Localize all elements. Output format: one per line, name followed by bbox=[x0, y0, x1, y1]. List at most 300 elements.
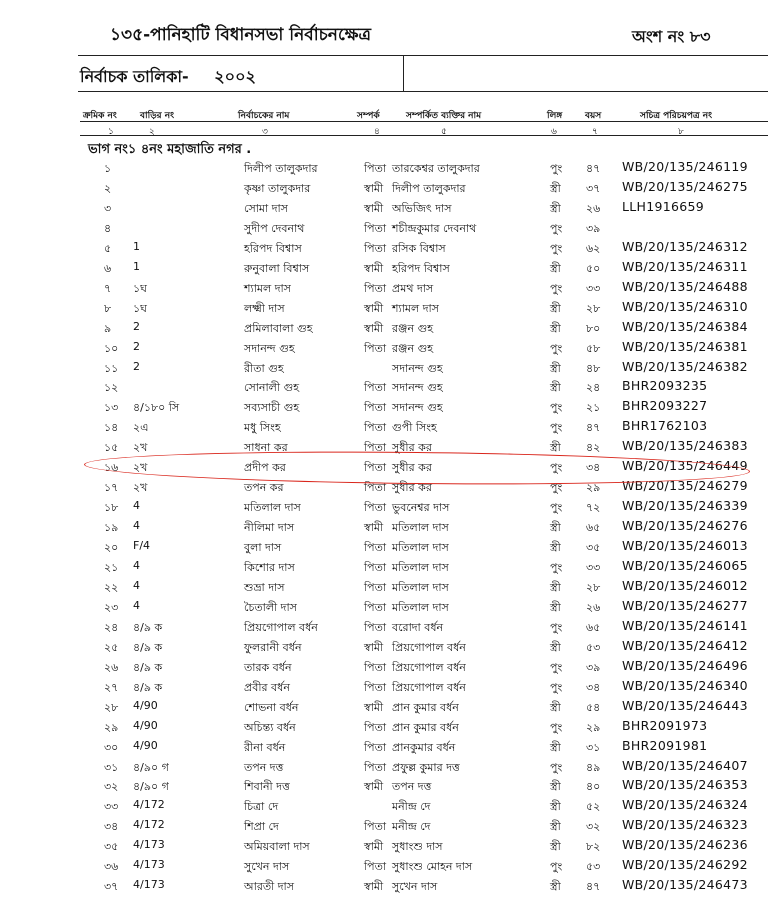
epic-number: WB/20/135/246323 bbox=[622, 817, 748, 833]
age: ২৬ bbox=[586, 600, 601, 614]
voter-name: শুভ্রা দাস bbox=[244, 580, 285, 594]
serial-number: ২৪ bbox=[104, 620, 119, 634]
serial-number: ৬ bbox=[104, 261, 112, 275]
epic-number: WB/20/135/246384 bbox=[622, 318, 748, 334]
gender: স্ত্রী bbox=[550, 600, 561, 614]
relative-name: মতিলাল দাস bbox=[392, 600, 449, 614]
age: ২১ bbox=[586, 401, 601, 415]
serial-number: ৩৭ bbox=[104, 880, 119, 894]
epic-number: WB/20/135/246141 bbox=[622, 617, 748, 633]
serial-number: ২৬ bbox=[104, 660, 119, 674]
relation: পিতা bbox=[364, 680, 387, 694]
house-number: 2 bbox=[133, 339, 140, 353]
relative-name: সুধাংশু মোহন দাস bbox=[392, 860, 473, 874]
voter-name: অমিয়বালা দাস bbox=[244, 840, 310, 854]
relative-name: সদানন্দ গুহ bbox=[392, 361, 443, 375]
relation: পিতা bbox=[364, 221, 387, 235]
voter-name: লক্ষ্মী দাস bbox=[244, 301, 285, 315]
voter-name: কৃষ্ণা তালুকদার bbox=[244, 181, 311, 195]
house-number: 4/173 bbox=[133, 858, 165, 872]
relation: পিতা bbox=[364, 740, 387, 754]
gender: পুং bbox=[550, 860, 563, 874]
relative-name: ভুবনেশ্বর দাস bbox=[392, 501, 450, 515]
age: ৫৩ bbox=[586, 860, 601, 874]
serial-number: ৮ bbox=[104, 301, 112, 315]
column-number: ৬ bbox=[551, 127, 557, 137]
relative-name: সুখেন দাস bbox=[392, 880, 438, 894]
relation: পিতা bbox=[364, 760, 387, 774]
epic-number: WB/20/135/246275 bbox=[622, 178, 748, 194]
relative-name: প্রিয়গোপাল বর্ধন bbox=[392, 680, 466, 694]
relation: স্বামী bbox=[364, 700, 384, 714]
column-header: ক্রমিক নং bbox=[83, 111, 117, 121]
voter-name: মতিলাল দাস bbox=[244, 501, 301, 515]
serial-number: ৩৫ bbox=[104, 840, 119, 854]
relation: স্বামী bbox=[364, 301, 384, 315]
age: ৩৯ bbox=[586, 660, 601, 674]
relation: পিতা bbox=[364, 580, 387, 594]
house-number: 4/90 bbox=[133, 738, 158, 752]
epic-number: BHR2091981 bbox=[622, 737, 708, 753]
relative-name: প্রমথ দাস bbox=[392, 281, 434, 295]
voter-name: অচিন্ত্য বর্ধন bbox=[244, 720, 296, 734]
relation: পিতা bbox=[364, 860, 387, 874]
relation: স্বামী bbox=[364, 321, 384, 335]
house-number: 4/172 bbox=[133, 818, 165, 832]
gender: পুং bbox=[550, 162, 563, 175]
relative-name: প্রান কুমার বর্ধন bbox=[392, 700, 459, 714]
epic-number: WB/20/135/246310 bbox=[622, 298, 748, 314]
voter-name: সদানন্দ গুহ bbox=[244, 341, 295, 355]
house-number: ৪/৯ ক bbox=[133, 660, 163, 674]
relation: পিতা bbox=[364, 820, 387, 834]
house-number: 4/90 bbox=[133, 698, 158, 712]
gender: স্ত্রী bbox=[550, 521, 561, 535]
voter-name: প্রদীপ কর bbox=[244, 461, 286, 475]
header-divider-vertical bbox=[403, 55, 404, 91]
age: ২৯ bbox=[586, 481, 601, 495]
serial-number: ৩৬ bbox=[104, 860, 119, 874]
gender: স্ত্রী bbox=[550, 441, 561, 455]
voter-name: আরতী দাস bbox=[244, 880, 295, 894]
epic-number: WB/20/135/246065 bbox=[622, 558, 748, 573]
house-number: 4 bbox=[133, 499, 140, 513]
age: ২৮ bbox=[586, 301, 601, 315]
relative-name: বরোদা বর্ধন bbox=[392, 620, 444, 634]
relative-name: মনীন্দ্র দে bbox=[392, 820, 431, 834]
relative-name: গুপী সিংহ bbox=[392, 421, 437, 435]
column-number: ১ bbox=[108, 127, 114, 137]
relation: স্বামী bbox=[364, 880, 384, 894]
column-header: বয়স bbox=[585, 111, 602, 121]
serial-number: ১ bbox=[104, 162, 112, 175]
age: ৬৫ bbox=[586, 620, 601, 634]
relative-name: প্রানকুমার বর্ধন bbox=[392, 740, 456, 754]
epic-number: WB/20/135/246236 bbox=[622, 837, 748, 853]
relative-name: সদানন্দ গুহ bbox=[392, 401, 443, 415]
epic-number: WB/20/135/246383 bbox=[622, 438, 748, 454]
gender: পুং bbox=[550, 620, 563, 634]
serial-number: ১৭ bbox=[104, 481, 119, 495]
age: ৪৭ bbox=[586, 880, 601, 894]
age: ২৪ bbox=[586, 381, 601, 395]
voter-name: শিবানী দত্ত bbox=[244, 780, 290, 794]
serial-number: ১৪ bbox=[104, 421, 119, 435]
voter-name: ফুলরানী বর্ধন bbox=[244, 640, 302, 654]
relation: পিতা bbox=[364, 561, 387, 574]
relative-name: সুধীর কর bbox=[392, 461, 432, 475]
column-header: সম্পর্ক bbox=[357, 111, 380, 121]
age: ২৯ bbox=[586, 720, 601, 734]
gender: পুং bbox=[550, 461, 563, 475]
voter-name: রীনা বর্ধন bbox=[244, 740, 286, 754]
list-title-block bbox=[80, 64, 256, 91]
relation: পিতা bbox=[364, 620, 387, 634]
age: ৩৩ bbox=[586, 281, 601, 295]
relation: পিতা bbox=[364, 401, 387, 415]
serial-number: ১১ bbox=[104, 361, 119, 375]
age: ৪৭ bbox=[586, 162, 601, 175]
relation: পিতা bbox=[364, 461, 387, 475]
age: ২৮ bbox=[586, 580, 601, 594]
column-header: সম্পর্কিত ব্যক্তির নাম bbox=[406, 111, 482, 121]
relation: পিতা bbox=[364, 341, 387, 355]
serial-number: ৩৩ bbox=[104, 800, 119, 814]
voter-name: রীতা গুহ bbox=[244, 361, 284, 375]
house-number: F/4 bbox=[133, 539, 151, 553]
relation: পিতা bbox=[364, 481, 387, 495]
voter-name: চিত্রা দে bbox=[244, 800, 279, 814]
serial-number: ৩ bbox=[104, 201, 112, 215]
voter-name: প্রিয়গোপাল বর্ধন bbox=[244, 620, 318, 634]
age: ৫৩ bbox=[586, 640, 601, 654]
epic-number: WB/20/135/246382 bbox=[622, 358, 748, 374]
serial-number: ৩২ bbox=[104, 780, 119, 794]
serial-number: ৫ bbox=[104, 241, 112, 255]
serial-number: ৩১ bbox=[104, 760, 119, 774]
relative-name: মতিলাল দাস bbox=[392, 580, 449, 594]
relation: পিতা bbox=[364, 501, 387, 515]
gender: পুং bbox=[550, 660, 563, 674]
epic-number: WB/20/135/246381 bbox=[622, 338, 748, 354]
epic-number: WB/20/135/246473 bbox=[622, 877, 748, 893]
house-number: 4/173 bbox=[133, 838, 165, 852]
relative-name: রসিক বিশ্বাস bbox=[392, 241, 446, 255]
column-number: ৫ bbox=[441, 127, 447, 137]
voter-name: সুদীপ দেবনাথ bbox=[244, 221, 305, 235]
relation: স্বামী bbox=[364, 640, 384, 654]
house-number: ২খ bbox=[133, 441, 148, 455]
gender: পুং bbox=[550, 680, 563, 694]
relation: পিতা bbox=[364, 281, 387, 295]
relative-name: প্রিয়গোপাল বর্ধন bbox=[392, 660, 466, 674]
column-header: নির্বাচকের নাম bbox=[238, 111, 290, 121]
highlight-ring bbox=[84, 449, 750, 488]
relative-name: হরিপদ বিশ্বাস bbox=[392, 261, 450, 275]
relation: পিতা bbox=[364, 381, 387, 395]
voter-name: চৈতালী দাস bbox=[244, 600, 297, 614]
gender: স্ত্রী bbox=[550, 381, 561, 395]
house-number: ৪/৯০ গ bbox=[133, 760, 169, 774]
gender: স্ত্রী bbox=[550, 700, 561, 714]
section-title: ভাগ নং১ ৪নং মহাজাতি নগর . bbox=[88, 142, 252, 157]
house-number: ২খ bbox=[133, 481, 148, 495]
serial-number: ১৮ bbox=[104, 501, 119, 515]
column-header-rule bbox=[80, 121, 768, 122]
voter-name: তপন দত্ত bbox=[244, 760, 284, 774]
epic-number: BHR2091973 bbox=[622, 717, 708, 733]
serial-number: ২৮ bbox=[104, 700, 119, 714]
age: ৬২ bbox=[586, 241, 601, 255]
house-number: ২এ bbox=[133, 421, 149, 435]
list-title: নির্বাচক তালিকা- bbox=[80, 67, 189, 86]
column-number: ৩ bbox=[262, 127, 268, 137]
voter-name: কিশোর দাস bbox=[244, 561, 295, 574]
voter-name: সুখেন দাস bbox=[244, 860, 290, 874]
relative-name: প্রান কুমার বর্ধন bbox=[392, 720, 459, 734]
relation: পিতা bbox=[364, 441, 387, 455]
serial-number: ১৬ bbox=[104, 461, 119, 475]
epic-number: WB/20/135/246412 bbox=[622, 637, 748, 653]
gender: পুং bbox=[550, 481, 563, 495]
age: ৫৪ bbox=[586, 700, 601, 714]
gender: স্ত্রী bbox=[550, 580, 561, 594]
epic-number: WB/20/135/246277 bbox=[622, 597, 748, 613]
gender: পুং bbox=[550, 421, 563, 435]
relation: স্বামী bbox=[364, 840, 384, 854]
age: ৪২ bbox=[586, 441, 601, 455]
relative-name: রঞ্জন গুহ bbox=[392, 321, 434, 335]
relative-name: অভিজিৎ দাস bbox=[392, 201, 452, 215]
relative-name: মনীন্দ্র দে bbox=[392, 800, 431, 814]
relation: পিতা bbox=[364, 241, 387, 255]
epic-number: WB/20/135/246443 bbox=[622, 697, 748, 713]
epic-number: WB/20/135/246488 bbox=[622, 278, 748, 294]
relative-name: সুধাংশু দাস bbox=[392, 840, 443, 854]
house-number: ১ঘ bbox=[133, 281, 147, 295]
gender: পুং bbox=[550, 401, 563, 415]
relative-name: মতিলাল দাস bbox=[392, 541, 449, 555]
house-number: 4/173 bbox=[133, 878, 165, 892]
serial-number: ২১ bbox=[104, 561, 119, 574]
gender: স্ত্রী bbox=[550, 820, 561, 834]
age: ৭২ bbox=[586, 501, 601, 515]
age: ৩৪ bbox=[586, 680, 601, 694]
house-number: ৪/৯ ক bbox=[133, 620, 163, 634]
epic-number: WB/20/135/246292 bbox=[622, 857, 748, 873]
serial-number: ১৫ bbox=[104, 441, 119, 455]
header-divider-top bbox=[78, 55, 768, 56]
gender: পুং bbox=[550, 241, 563, 255]
relation: স্বামী bbox=[364, 261, 384, 275]
voter-name: সোনালী গুহ bbox=[244, 381, 300, 395]
gender: স্ত্রী bbox=[550, 640, 561, 654]
age: ৫২ bbox=[586, 800, 601, 814]
house-number: 2 bbox=[133, 359, 140, 373]
gender: স্ত্রী bbox=[550, 800, 561, 814]
relation: স্বামী bbox=[364, 521, 384, 535]
relation: পিতা bbox=[364, 421, 387, 435]
gender: স্ত্রী bbox=[550, 541, 561, 555]
serial-number: ২২ bbox=[104, 580, 119, 594]
gender: পুং bbox=[550, 281, 563, 295]
serial-number: ২০ bbox=[104, 541, 119, 555]
voter-name: প্রমিলাবালা গুহ bbox=[244, 321, 313, 335]
epic-number: WB/20/135/246312 bbox=[622, 238, 748, 254]
gender: পুং bbox=[550, 561, 563, 574]
epic-number: WB/20/135/246449 bbox=[622, 458, 748, 474]
house-number: 4 bbox=[133, 519, 140, 533]
epic-number: BHR2093235 bbox=[622, 378, 708, 394]
relation: স্বামী bbox=[364, 201, 384, 215]
gender: পুং bbox=[550, 760, 563, 774]
age: ২৬ bbox=[586, 201, 601, 215]
epic-number: WB/20/135/246013 bbox=[622, 538, 748, 554]
column-number: ৮ bbox=[678, 127, 684, 137]
house-number: ২খ bbox=[133, 461, 148, 475]
age: ৬৫ bbox=[586, 521, 601, 535]
age: ৪৮ bbox=[586, 361, 601, 375]
serial-number: ২৫ bbox=[104, 640, 119, 654]
serial-number: ৯ bbox=[104, 321, 112, 335]
part-number: অংশ নং ৮৩ bbox=[632, 27, 711, 46]
relation: পিতা bbox=[364, 541, 387, 555]
house-number: 4/172 bbox=[133, 798, 165, 812]
column-number: ২ bbox=[149, 127, 155, 137]
age: ৩৯ bbox=[586, 221, 601, 235]
house-number: 4 bbox=[133, 559, 140, 572]
age: ৩৫ bbox=[586, 541, 601, 555]
epic-number: WB/20/135/246324 bbox=[622, 797, 748, 813]
serial-number: ৪ bbox=[104, 221, 112, 235]
gender: পুং bbox=[550, 720, 563, 734]
house-number: ৪/১৮০ সি bbox=[133, 401, 180, 415]
serial-number: ২ bbox=[104, 181, 112, 195]
relative-name: দিলীপ তালুকদার bbox=[392, 181, 466, 195]
gender: পুং bbox=[550, 501, 563, 515]
gender: স্ত্রী bbox=[550, 321, 561, 335]
gender: স্ত্রী bbox=[550, 301, 561, 315]
house-number: 4/90 bbox=[133, 718, 158, 732]
house-number: ৪/৯ ক bbox=[133, 680, 163, 694]
epic-number: WB/20/135/246407 bbox=[622, 757, 748, 773]
relative-name: সুধীর কর bbox=[392, 441, 432, 455]
gender: স্ত্রী bbox=[550, 261, 561, 275]
column-header: লিঙ্গ bbox=[547, 111, 563, 121]
serial-number: ২৩ bbox=[104, 600, 119, 614]
epic-number: WB/20/135/246279 bbox=[622, 478, 748, 494]
gender: স্ত্রী bbox=[550, 880, 561, 894]
relative-name: মতিলাল দাস bbox=[392, 561, 449, 574]
voter-name: তপন কর bbox=[244, 481, 284, 495]
age: ৩১ bbox=[586, 740, 601, 754]
voter-name: শ্যামল দাস bbox=[244, 281, 291, 295]
gender: স্ত্রী bbox=[550, 201, 561, 215]
epic-number: WB/20/135/246119 bbox=[622, 159, 748, 174]
age: ৪০ bbox=[586, 780, 601, 794]
constituency-title: ১৩৫-পানিহাটি বিধানসভা নির্বাচনক্ষেত্র bbox=[110, 25, 372, 45]
epic-number: WB/20/135/246340 bbox=[622, 677, 748, 693]
voter-name: নীলিমা দাস bbox=[244, 521, 295, 535]
column-header: বাড়ির নং bbox=[140, 111, 174, 121]
serial-number: ২৭ bbox=[104, 680, 119, 694]
header-divider-bottom bbox=[78, 91, 768, 92]
epic-number: WB/20/135/246012 bbox=[622, 577, 748, 593]
serial-number: ৩৪ bbox=[104, 820, 119, 834]
house-number: ৪/৯ ক bbox=[133, 640, 163, 654]
gender: পুং bbox=[550, 221, 563, 235]
relative-name: শ্যামল দাস bbox=[392, 301, 439, 315]
list-year: ২০০২ bbox=[214, 67, 256, 86]
voter-name: শোভনা বর্ধন bbox=[244, 700, 299, 714]
age: ৫৮ bbox=[586, 341, 601, 355]
relative-name: প্রফুল্ল কুমার দত্ত bbox=[392, 760, 460, 774]
age: ৩২ bbox=[586, 820, 601, 834]
voter-name: শিপ্রা দে bbox=[244, 820, 279, 834]
serial-number: ১০ bbox=[104, 341, 119, 355]
relative-name: তারকেশ্বর তালুকদার bbox=[392, 162, 480, 175]
gender: স্ত্রী bbox=[550, 740, 561, 754]
gender: পুং bbox=[550, 341, 563, 355]
voter-name: প্রবীর বর্ধন bbox=[244, 680, 290, 694]
serial-number: ১৩ bbox=[104, 401, 119, 415]
gender: স্ত্রী bbox=[550, 181, 561, 195]
house-number: 1 bbox=[133, 259, 140, 273]
voter-name: সাধনা কর bbox=[244, 441, 288, 455]
relative-name: সদানন্দ গুহ bbox=[392, 381, 443, 395]
relative-name: শচীন্দ্রকুমার দেবনাথ bbox=[392, 221, 477, 235]
serial-number: ৩০ bbox=[104, 740, 119, 754]
relation: পিতা bbox=[364, 600, 387, 614]
epic-number: WB/20/135/246496 bbox=[622, 657, 748, 673]
relative-name: তপন দত্ত bbox=[392, 780, 432, 794]
voter-name: সোমা দাস bbox=[244, 201, 288, 215]
voter-name: মধু সিংহ bbox=[244, 421, 281, 435]
relation: পিতা bbox=[364, 660, 387, 674]
voter-name: দিলীপ তালুকদার bbox=[244, 162, 318, 175]
column-number-rule bbox=[80, 135, 768, 136]
column-number: ৪ bbox=[374, 127, 380, 137]
house-number: ১ঘ bbox=[133, 301, 147, 315]
relation: পিতা bbox=[364, 162, 387, 175]
age: ৮২ bbox=[586, 840, 601, 854]
house-number: 4 bbox=[133, 598, 140, 612]
age: ৪৯ bbox=[586, 760, 601, 774]
column-header: সচিত্র পরিচয়পত্র নং bbox=[640, 111, 713, 121]
gender: স্ত্রী bbox=[550, 361, 561, 375]
relation: স্বামী bbox=[364, 181, 384, 195]
age: ৩৭ bbox=[586, 181, 601, 195]
epic-number: WB/20/135/246339 bbox=[622, 498, 748, 514]
epic-number: LLH1916659 bbox=[622, 198, 704, 214]
voter-name: সব্যসাচী গুহ bbox=[244, 401, 300, 415]
column-number: ৭ bbox=[592, 127, 598, 137]
relation: পিতা bbox=[364, 720, 387, 734]
serial-number: ১৯ bbox=[104, 521, 119, 535]
epic-number: BHR1762103 bbox=[622, 418, 708, 434]
gender: স্ত্রী bbox=[550, 840, 561, 854]
voter-name: হরিপদ বিশ্বাস bbox=[244, 241, 302, 255]
relation: স্বামী bbox=[364, 780, 384, 794]
relative-name: সুধীর কর bbox=[392, 481, 432, 495]
gender: স্ত্রী bbox=[550, 780, 561, 794]
voter-name: বুলা দাস bbox=[244, 541, 282, 555]
age: ৫০ bbox=[586, 261, 601, 275]
age: ৩৪ bbox=[586, 461, 601, 475]
house-number: 4 bbox=[133, 578, 140, 592]
house-number: 2 bbox=[133, 319, 140, 333]
epic-number: WB/20/135/246353 bbox=[622, 777, 748, 793]
